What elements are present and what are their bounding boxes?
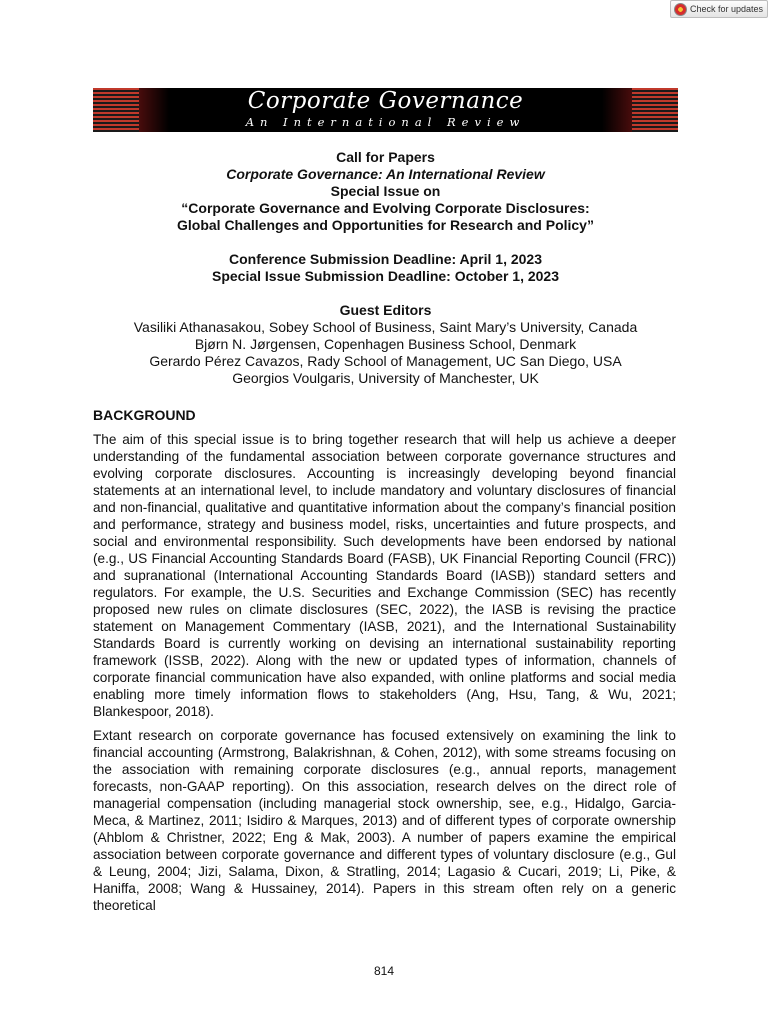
topic-line-2: Global Challenges and Opportunities for Research and Policy” <box>177 217 594 233</box>
banner-title: Corporate Governance <box>247 88 524 114</box>
banner-subtitle: An International Review <box>245 115 526 129</box>
journal-banner <box>93 88 678 132</box>
special-issue-label: Special Issue on <box>330 183 441 199</box>
check-for-updates-button[interactable] <box>670 0 768 18</box>
topic-line-1: “Corporate Governance and Evolving Corporate Disclosures: <box>181 200 590 216</box>
call-header <box>93 149 678 387</box>
editor-line: Georgios Voulgaris, University of Manchester, UK <box>232 370 539 386</box>
body-text <box>93 431 676 921</box>
paragraph: The aim of this special issue is to bring together research that will help us achieve a deeper understanding of the fundamental association between corporate governance structures and evolving corporate disclosures. Accounting is increasingly developing beyond financial statements at an international level, to include mandatory and voluntary disclosures of financial and non-financial, qualitative and quantitative information about the company’s financial position and performance, strategy and business model, risks, uncertainties and future prospects, and social and environmental responsibility. Such developments have been endorsed by national (e.g., US Financial Accounting Standards Board (FASB), UK Financial Reporting Council (FRC)) and supranational (International Accounting Standards Board (IASB)) standard setters and regulators. For example, the U.S. Securities and Exchange Commission (SEC) has recently proposed new rules on climate disclosures (SEC, 2022), the IASB is revising the practice statement on Management Commentary (IASB, 2021), and the International Sustainability Standards Board is currently working on devising an international sustainability reporting framework (ISSB, 2022). Along with the new or updated types of information, channels of corporate financial communication have also expanded, with online platforms and social media enabling more timely information flows to stakeholders (Ang, Hsu, Tang, & Wu, 2021; Blankespoor, 2018). <box>93 432 676 719</box>
paragraph: Extant research on corporate governance has focused extensively on examining the link to financial accounting (Armstrong, Balakrishnan, & Cohen, 2012), with some streams focusing on the association with remaining corporate disclosures (e.g., annual reports, management forecasts, non-GAAP reporting). On this association, research delves on the direct role of managerial compensation (including managerial stock ownership, see, e.g., Hidalgo, Garcia-Meca, & Martinez, 2011; Isidiro & Marques, 2013) and of different types of corporate ownership (Ahblom & Christner, 2022; Eng & Mak, 2003). A number of papers examine the empirical association between corporate governance and different types of voluntary disclosure (e.g., Gul & Leung, 2004; Jizi, Salama, Dixon, & Stratling, 2014; Lagasio & Cucari, 2019; Li, Pike, & Haniffa, 2008; Wang & Hussainey, 2014). Papers in this stream often rely on a generic theoretical <box>93 728 676 913</box>
page-number: 814 <box>373 964 395 978</box>
section-heading-background: BACKGROUND <box>93 407 196 423</box>
guest-editors-title: Guest Editors <box>339 302 432 318</box>
call-for-papers: Call for Papers <box>336 149 435 165</box>
editor-line: Vasiliki Athanasakou, Sobey School of Business, Saint Mary’s University, Canada <box>133 319 638 335</box>
check-for-updates-label: Check for updates <box>690 4 764 14</box>
crossmark-icon <box>674 3 687 16</box>
guest-editors-list <box>93 319 678 387</box>
journal-name: Corporate Governance: An International Review <box>226 166 545 182</box>
special-issue-deadline: Special Issue Submission Deadline: October 1, 2023 <box>211 268 560 284</box>
conference-deadline: Conference Submission Deadline: April 1, 2023 <box>228 251 543 267</box>
editor-line: Gerardo Pérez Cavazos, Rady School of Management, UC San Diego, USA <box>149 353 622 369</box>
editor-line: Bjørn N. Jørgensen, Copenhagen Business School, Denmark <box>194 336 577 352</box>
